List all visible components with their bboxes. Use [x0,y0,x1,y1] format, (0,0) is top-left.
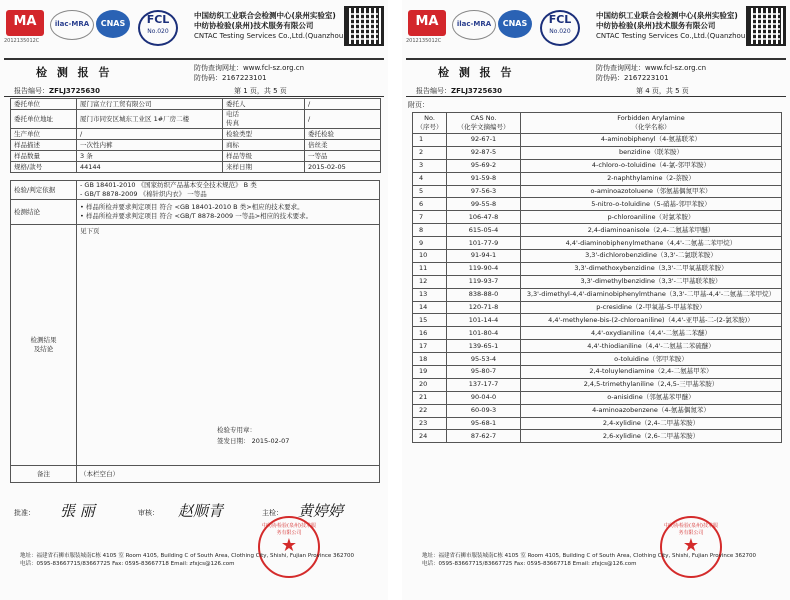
table-row [413,275,782,288]
info-label: 样品描述 [11,140,77,151]
table-row [413,353,782,366]
info-row [11,129,381,140]
cas-number: 137-17-7 [447,378,521,391]
info-label: 样品数量 [11,151,77,162]
cas-number: 119-93-7 [447,275,521,288]
fcl-logo: FCL No.020 [138,10,178,46]
title-divider [4,96,384,97]
info-table [10,98,381,173]
qr-code [748,8,784,44]
col-header-cas: CAS No. （化学文摘编号） [447,113,521,134]
report-page-4 [402,0,790,600]
info-value: / [305,110,381,129]
row-number: 8 [413,224,447,237]
table-row [413,288,782,301]
table-row [413,211,782,224]
row-number: 17 [413,340,447,353]
row-number: 3 [413,159,447,172]
chemical-name: 4-aminoazobenzene（4-氨基偶氮苯） [521,404,782,417]
info-value: / [77,129,223,140]
chemical-name: 2-naphthylamine（2-萘胺） [521,172,782,185]
chemical-name: 4,4'-thiodianiline（4,4'-二氨基二苯硫醚） [521,340,782,353]
table-row [413,159,782,172]
row-number: 15 [413,314,447,327]
conclusion-label: 检测结论 [11,200,77,225]
chemical-name: 4,4'-oxydianiline（4,4'-二氨基二苯醚） [521,327,782,340]
cnas-logo: CNAS [498,10,532,38]
col-header-name: Forbidden Arylamine （化学名称） [521,113,782,134]
cas-number: 101-14-4 [447,314,521,327]
table-row [413,262,782,275]
table-row [413,417,782,430]
cnas-logo: CNAS [96,10,130,38]
info-label: 商标 [223,140,305,151]
chemical-name: p-cresidine（2-甲氧基-5-甲基苯胺） [521,301,782,314]
row-number: 14 [413,301,447,314]
chemical-name: 4,4'-methylene-bis-(2-chloroaniline)（4,4'-亚甲基-二-(2-氯苯胺)） [521,314,782,327]
info-label: 电话 传真 [223,110,305,129]
report-title: 检 测 报 告 [36,66,113,79]
table-row [413,172,782,185]
info-value: 厦门富立行工贸有限公司 [77,99,223,110]
row-number: 9 [413,237,447,250]
report-header [402,0,790,58]
info-row [11,110,381,129]
cas-number: 95-69-2 [447,159,521,172]
approve-signature: 張 丽 [60,502,95,520]
chemical-name: o-toluidine（邻甲苯胺） [521,353,782,366]
chemical-name: p-chloroaniline（对氯苯胺） [521,211,782,224]
organization-name: 中国纺织工业联合会检测中心(泉州实验室) 中纺协检验(泉州)技术服务有限公司 CNTAC Testing Services Co.,Ltd.(Quanzhou) [596,11,748,40]
table-row [413,301,782,314]
basis-line: - GB/T 8878-2009 《棉针织内衣》 一等品 [80,190,207,198]
conclusion-line: • 样品所检并要求判定项目 符合 <GB 18401-2010 B 类>相应的技术要求。 [80,203,304,211]
inspection-seal-stamp: 中纺协检验(泉州)技术服务有限公司 ★ [660,516,722,578]
remark-value: （本栏空白） [77,466,380,483]
info-row [11,99,381,110]
chemical-name: 3,3'-dimethoxybenzidine（3,3'-二甲氧基联苯胺） [521,262,782,275]
header-divider [4,58,384,60]
arylamine-table [412,112,782,443]
info-row [11,151,381,162]
info-label: 样品等级 [223,151,305,162]
basis-table [10,180,380,483]
attachment-label: 附页： [408,101,429,109]
chemical-name: 5-nitro-o-toluidine（5-硝基-邻甲苯胺） [521,198,782,211]
chemical-name: 2,4-xylidine（2,4-二甲基苯胺） [521,417,782,430]
info-value: 委托检验 [305,129,381,140]
chemical-name: o-aminoazotoluene（邻氨基偶氮甲苯） [521,185,782,198]
cas-number: 97-56-3 [447,185,521,198]
report-title: 检 测 报 告 [438,66,515,79]
cas-number: 60-09-3 [447,404,521,417]
fcl-logo: FCL No.020 [540,10,580,46]
cas-number: 91-94-1 [447,250,521,263]
approve-label: 批准： [14,509,35,517]
main-inspector-signature: 黄婷婷 [298,502,344,520]
cma-number: 2012135012C [406,38,442,44]
row-number: 5 [413,185,447,198]
info-label: 来样日期 [223,162,305,173]
conclusion-line: • 样品所检并要求判定项目 符合 <GB/T 8878-2009 一等品>相应的技术要求。 [80,212,313,220]
chemical-name: 2,4,5-trimethylaniline（2,4,5-三甲基苯胺） [521,378,782,391]
chemical-name: 2,4-toluylendiamine（2,4-二氨基甲苯） [521,366,782,379]
qr-code [346,8,382,44]
info-row [11,140,381,151]
table-row [413,250,782,263]
cas-number: 101-80-4 [447,327,521,340]
cas-number: 615-05-4 [447,224,521,237]
remark-label: 备注 [11,466,77,483]
row-number: 24 [413,430,447,443]
report-header [0,0,388,58]
row-number: 2 [413,146,447,159]
table-row [413,378,782,391]
info-row [11,162,381,173]
cas-number: 95-68-1 [447,417,521,430]
report-number: 报告编号：ZFLJ3725630 [14,87,101,95]
chemical-name: 2,4-diaminoanisole（2,4-二氨基苯甲醚） [521,224,782,237]
report-page-1 [0,0,388,600]
inspection-seal-stamp: 中纺协检验(泉州)技术服务有限公司 ★ [258,516,320,578]
ilac-mra-logo: ilac-MRA [50,10,94,40]
footer: 地址：福建省石狮市服装城南C栋 4105 室 Room 4105, Building C of South Area, Clothing City, Shishi, Fujian Province 362700 电话：0595-83667715/83667725 Fax: 0595-83667718 Email: zfxjcs@126.com [20,553,355,567]
info-value: 厦门市同安区城东工业区 1#厂房二楼 [77,110,223,129]
info-label: 委托人 [223,99,305,110]
table-row [413,327,782,340]
header-divider [406,58,786,60]
chemical-name: 4-chloro-o-toluidine（4-氯-邻甲苯胺） [521,159,782,172]
title-divider [406,96,786,97]
see-next-page: 见下页 [80,227,100,235]
info-value: 一等品 [305,151,381,162]
info-value: 倍丝柔 [305,140,381,151]
cas-number: 106-47-8 [447,211,521,224]
row-number: 22 [413,404,447,417]
anti-fake-query: 防伪查询网址：www.fcl-sz.org.cn 防伪码：2167223101 [194,64,305,82]
report-number: 报告编号：ZFLJ3725630 [416,87,503,95]
info-label: 规格/款号 [11,162,77,173]
table-row [413,404,782,417]
cas-number: 119-90-4 [447,262,521,275]
cma-logo: MA [6,10,44,36]
issue-block: 检验专用章： 签发日期： 2015-02-07 [217,426,290,445]
main-inspector-label: 主检： [262,509,283,517]
cas-number: 838-88-0 [447,288,521,301]
row-number: 1 [413,134,447,147]
cma-logo: MA [408,10,446,36]
table-row [413,146,782,159]
basis-line: - GB 18401-2010 《国家纺织产品基本安全技术规范》 B 类 [80,181,257,189]
cas-number: 87-62-7 [447,430,521,443]
info-label: 委托单位 [11,99,77,110]
cas-number: 92-87-5 [447,146,521,159]
results-label: 检测结果 及结论 [11,225,77,466]
ilac-mra-logo: ilac-MRA [452,10,496,40]
chemical-name: 3,3'-dimethylbenzidine（3,3'-二甲基联苯胺） [521,275,782,288]
col-header-no: No. （序号） [413,113,447,134]
cas-number: 91-59-8 [447,172,521,185]
info-value: 3 条 [77,151,223,162]
cas-number: 95-80-7 [447,366,521,379]
info-label: 委托单位地址 [11,110,77,129]
basis-label: 检验/判定依据 [11,181,77,200]
audit-label: 审核： [138,509,159,517]
chemical-name: 4-aminobiphenyl（4-氨基联苯） [521,134,782,147]
organization-name: 中国纺织工业联合会检测中心(泉州实验室) 中纺协检验(泉州)技术服务有限公司 CNTAC Testing Services Co.,Ltd.(Quanzhou) [194,11,346,40]
info-label: 生产单位 [11,129,77,140]
row-number: 11 [413,262,447,275]
anti-fake-query: 防伪查询网址：www.fcl-sz.org.cn 防伪码：2167223101 [596,64,707,82]
chemical-name: o-anisidine（邻氨基苯甲醚） [521,391,782,404]
cas-number: 90-04-0 [447,391,521,404]
footer: 地址：福建省石狮市服装城南C栋 4105 室 Room 4105, Building C of South Area, Clothing City, Shishi, Fujian Province 362700 电话：0595-83667715/83667725 Fax: 0595-83667718 Email: zfxjcs@126.com [422,553,757,567]
table-row [413,224,782,237]
table-row [413,340,782,353]
row-number: 16 [413,327,447,340]
info-label: 检验类型 [223,129,305,140]
row-number: 6 [413,198,447,211]
audit-signature: 赵顺青 [178,502,224,520]
chemical-name: 4,4'-diaminobiphenylmethane（4,4'-二氨基二苯甲烷） [521,237,782,250]
table-row [413,134,782,147]
info-value: 2015-02-05 [305,162,381,173]
row-number: 18 [413,353,447,366]
row-number: 4 [413,172,447,185]
table-row [413,185,782,198]
info-value: 一次性内裤 [77,140,223,151]
cas-number: 139-65-1 [447,340,521,353]
chemical-name: benzidine（联苯胺） [521,146,782,159]
table-row [413,198,782,211]
row-number: 7 [413,211,447,224]
row-number: 19 [413,366,447,379]
cas-number: 92-67-1 [447,134,521,147]
row-number: 13 [413,288,447,301]
cas-number: 95-53-4 [447,353,521,366]
row-number: 10 [413,250,447,263]
info-value: 44144 [77,162,223,173]
cas-number: 101-77-9 [447,237,521,250]
chemical-name: 3,3'-dimethyl-4,4'-diaminobiphenylmthane（3,3'-二甲基-4,4'-二氨基二苯甲烷） [521,288,782,301]
row-number: 23 [413,417,447,430]
table-row [413,366,782,379]
row-number: 20 [413,378,447,391]
cas-number: 120-71-8 [447,301,521,314]
page-number: 第 1 页，共 5 页 [234,87,287,95]
row-number: 12 [413,275,447,288]
chemical-name: 3,3'-dichlorobenzidine（3,3'-二氯联苯胺） [521,250,782,263]
table-row [413,237,782,250]
chemical-name: 2,6-xylidine（2,6-二甲基苯胺） [521,430,782,443]
cas-number: 99-55-8 [447,198,521,211]
table-row [413,391,782,404]
cma-number: 2012135012C [4,38,40,44]
table-row [413,314,782,327]
row-number: 21 [413,391,447,404]
table-row [413,430,782,443]
info-value: / [305,99,381,110]
page-number: 第 4 页，共 5 页 [636,87,689,95]
